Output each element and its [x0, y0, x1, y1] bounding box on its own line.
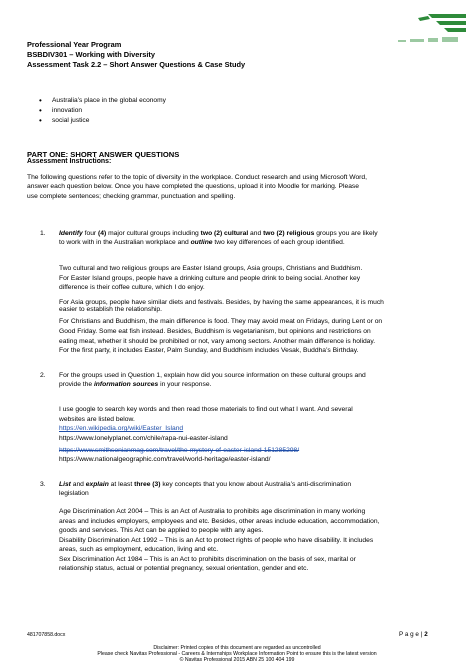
- answer-line: For the first party, it includes Easter, Palm Sunday, and Buddhism includes Vesak, Buddha’s Birthday.: [59, 347, 359, 354]
- source-link[interactable]: https://www.smithsonianmag.com/travel/the-mystery-of-easter-island-151285298/: [59, 447, 300, 454]
- q2-emph-sources: information sources: [93, 381, 159, 388]
- answer-line: areas, such as employment, education, living and etc.: [59, 546, 219, 553]
- q1-text: groups you are likely: [314, 230, 378, 237]
- question-2-line: [59, 380, 211, 389]
- q3-bold: three (3): [134, 481, 161, 488]
- q3-emph-list: List: [59, 481, 71, 488]
- answer-line: relationship status, actual or potential pregnancy, sexual orientation, gender and etc.: [59, 565, 309, 572]
- source-link[interactable]: https://www.nationalgeographic.com/travel/world-heritage/easter-island/: [59, 456, 271, 463]
- q1-text: to work with in the Australian workplace and: [59, 239, 191, 246]
- navitas-logo: [358, 12, 466, 52]
- answer-line: For Christians and Buddhism, the main difference is food. They may avoid meat on Fridays, during Lent or on: [59, 318, 383, 325]
- unit-title: BSBDIV301 – Working with Diversity: [27, 50, 156, 59]
- question-1-line: [59, 229, 378, 238]
- answer-line: Two cultural and two religious groups are Easter Island groups, Asia groups, Christians and Buddhism.: [59, 265, 363, 272]
- assessment-title: Assessment Task 2.2 – Short Answer Questions & Case Study: [27, 60, 246, 69]
- answer-line: difference is their coffee culture, which I do enjoy.: [59, 284, 205, 291]
- instructions-heading: Assessment Instructions:: [27, 158, 112, 165]
- bullet-item: [39, 116, 90, 126]
- q1-text: four: [82, 230, 99, 237]
- answer-line: For Easter Island groups, people have a drinking culture and people drink to being social. Another key: [59, 275, 361, 282]
- q3-text: key concepts that you know about Australia’s anti-discrimination: [160, 481, 352, 488]
- q2-text: in your response.: [158, 381, 212, 388]
- q2-text: provide the: [59, 381, 94, 388]
- q1-text: and: [248, 230, 264, 237]
- page-number: 2: [424, 631, 428, 638]
- disclaimer-line: Please check Navitas Professional - Careers & Internships Workplace Information Point to ensure this is the latest version: [97, 651, 377, 657]
- answer-line: Disability Discrimination Act 1992 – This is an Act to protect rights of people who have disability. It includes: [59, 537, 374, 544]
- q1-bold: (4): [98, 230, 107, 237]
- bullet-icon: •: [39, 96, 42, 105]
- question-number: 2.: [40, 372, 46, 379]
- instructions-line: answer each question below. Once you have completed the questions, upload it into Moodle for marking. Please: [27, 183, 359, 190]
- question-3-line: legislation: [59, 490, 89, 497]
- answer-line: easier to establish the relationship.: [59, 306, 162, 313]
- answer-line: Sex Discrimination Act 1984 – This is an Act to prohibits discrimination on the basis of sex, marital or: [59, 556, 356, 563]
- q1-text: major cultural groups including: [106, 230, 201, 237]
- answer-line: Age Discrimination Act 2004 – This is an Act of Australia to prohibits age discrimination in many working: [59, 508, 366, 515]
- section-title: PART ONE: SHORT ANSWER QUESTIONS: [27, 150, 180, 159]
- q1-bold: two (2) religious: [263, 230, 315, 237]
- program-title: Professional Year Program: [27, 40, 122, 49]
- page-label: P a g e |: [399, 631, 423, 638]
- q1-text: two key differences of each group identified.: [212, 239, 345, 246]
- q3-emph-explain: explain: [85, 481, 109, 488]
- instructions-line: The following questions refer to the topic of diversity in the workplace. Conduct research and using Microsoft Word,: [27, 174, 367, 181]
- bullet-text: social justice: [52, 117, 90, 124]
- q3-text: at least: [108, 481, 135, 488]
- bullet-icon: •: [39, 106, 42, 115]
- bullet-text: Australia’s place in the global economy: [52, 97, 166, 104]
- disclaimer-line: Disclaimer: Printed copies of this document are regarded as uncontrolled: [153, 645, 321, 651]
- instructions-line: use complete sentences; checking grammar, punctuation and spelling.: [27, 193, 236, 200]
- bullet-icon: •: [39, 116, 42, 125]
- source-link[interactable]: https://en.wikipedia.org/wiki/Easter_Island: [59, 425, 184, 432]
- question-3-line: [59, 480, 351, 489]
- question-number: 1.: [40, 230, 46, 237]
- bullet-text: innovation: [52, 107, 83, 114]
- answer-line: eating meat, whether it should be prohibited or not, vary among sectors. Another main difference is holiday.: [59, 338, 376, 345]
- bullet-item: [39, 96, 166, 106]
- question-1-line: [59, 238, 345, 247]
- question-number: 3.: [40, 481, 46, 488]
- answer-line: For Asia groups, people have similar diets and festivals. Besides, by having the same appearances, it is much: [59, 299, 384, 306]
- answer-line: goods and services. This Act can be applied to people with any ages.: [59, 527, 264, 534]
- answer-line: websites are listed below.: [59, 416, 135, 423]
- source-link[interactable]: https://www.lonelyplanet.com/chile/rapa-nui-easter-island: [59, 435, 228, 442]
- answer-line: areas and includes employers, employees and etc. Besides, other areas include education, accommodation,: [59, 518, 380, 525]
- q1-bold: two (2) cultural: [200, 230, 249, 237]
- q1-emph-outline: outline: [190, 239, 213, 246]
- page-indicator: [399, 631, 428, 638]
- disclaimer-line: © Navitas Professional 2015 ABN 25 100 404 199: [179, 657, 295, 663]
- q1-emph-identify: Identify: [59, 230, 83, 237]
- bullet-item: [39, 106, 83, 116]
- answer-line: Good Friday. Some eat fish instead. Besides, Buddhism is vegetarianism, but opinions and restrictions on: [59, 328, 371, 335]
- question-2-line: For the groups used in Question 1, explain how did you source information on these cultural groups and: [59, 372, 366, 379]
- document-id: 481707858.docx: [27, 632, 66, 638]
- q3-text: and: [70, 481, 86, 488]
- answer-line: I use google to search key words and then read those materials to find out what I want. And several: [59, 406, 353, 413]
